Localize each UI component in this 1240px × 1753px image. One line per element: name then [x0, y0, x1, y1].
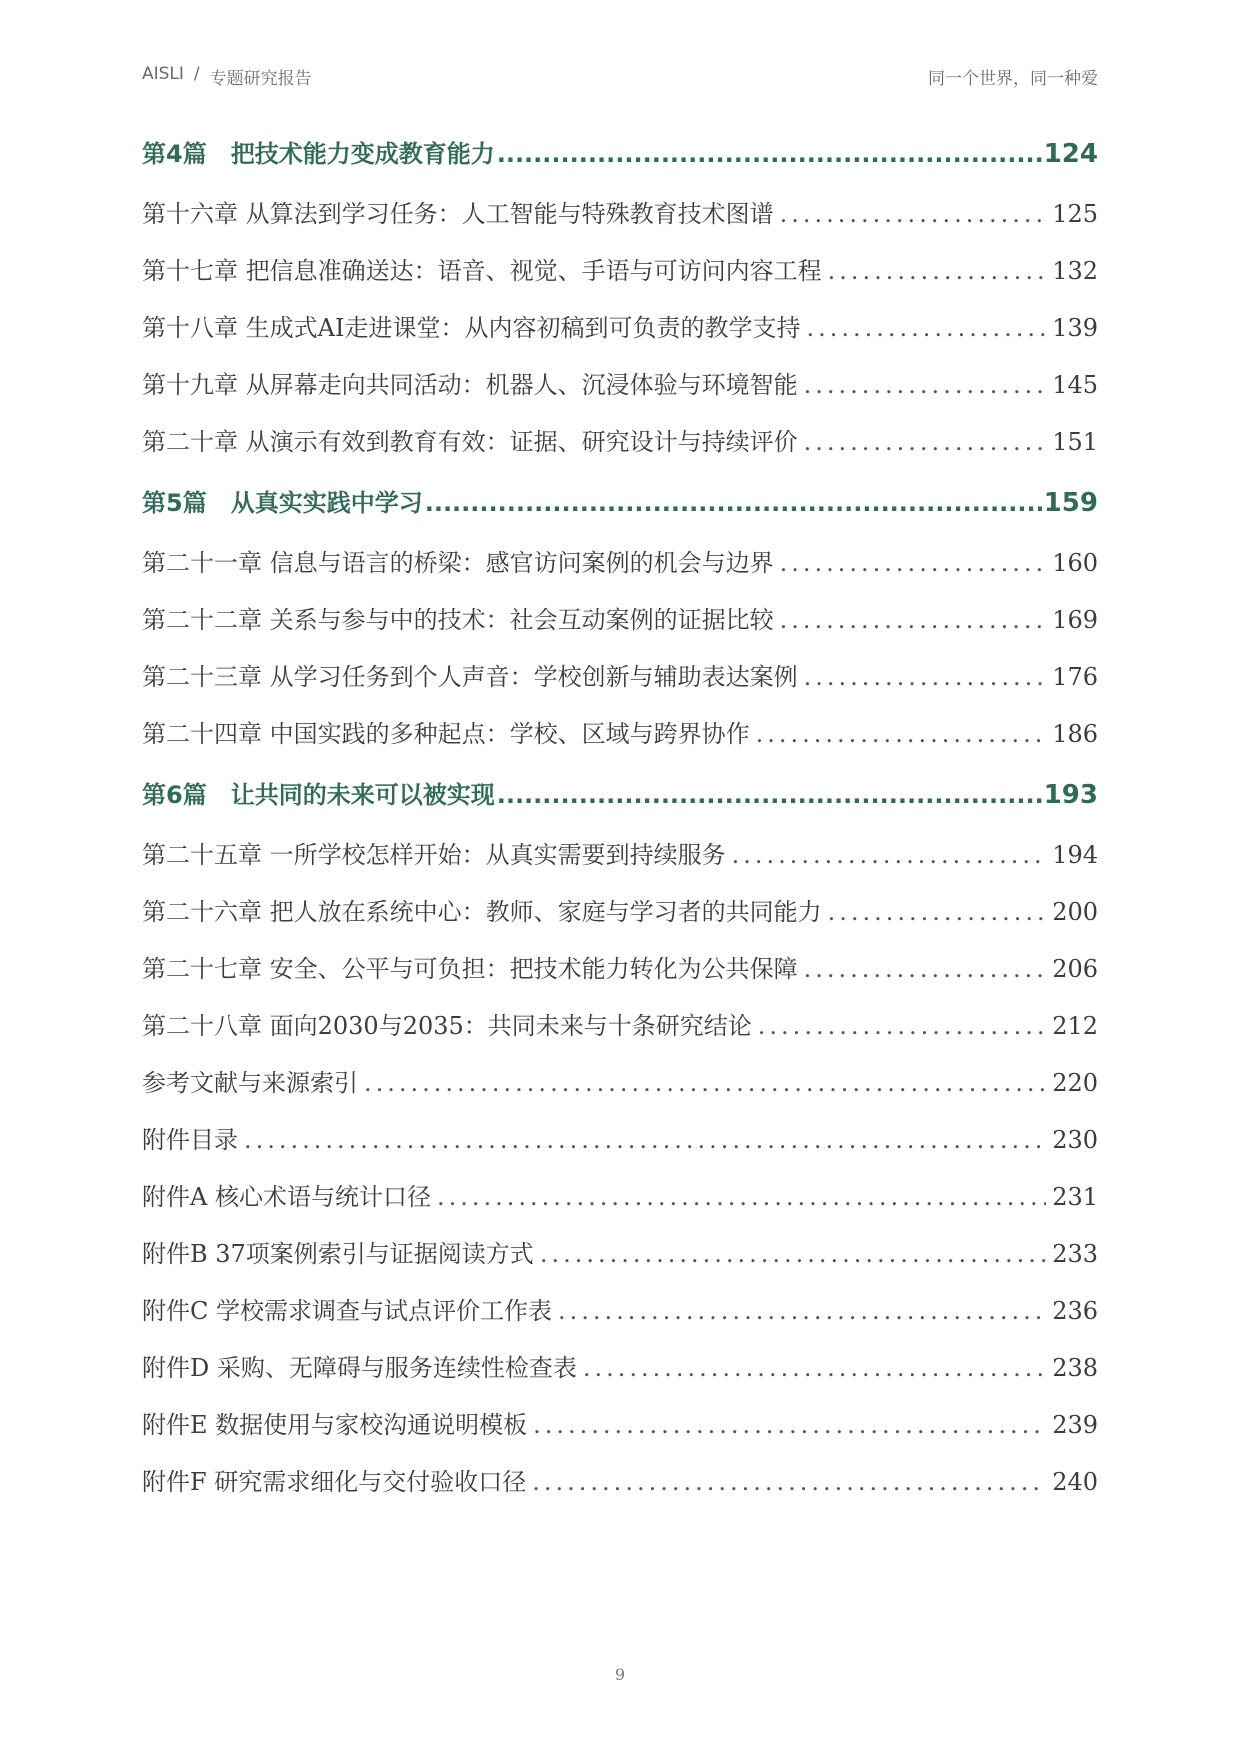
toc-dot-leader	[364, 1055, 1046, 1112]
toc-entry-page: 124	[1043, 139, 1098, 169]
page-header	[142, 58, 1098, 94]
toc-dot-leader	[497, 763, 1042, 827]
toc-entry-page: 200	[1052, 898, 1098, 926]
toc-dot-leader	[804, 649, 1047, 706]
toc-part-entry[interactable]	[142, 471, 1098, 535]
toc-entry-page: 206	[1052, 955, 1098, 983]
toc-entry-label: 附件A 核心术语与统计口径	[142, 1183, 431, 1211]
header-left	[142, 64, 312, 89]
toc-dot-leader	[583, 1340, 1046, 1397]
toc-chapter-entry[interactable]	[142, 998, 1098, 1055]
toc-entry-page: 212	[1052, 1012, 1098, 1040]
toc-dot-leader	[780, 535, 1047, 592]
toc-dot-leader	[540, 1226, 1046, 1283]
toc-entry-page: 194	[1052, 841, 1098, 869]
toc-entry-label: 第十九章 从屏幕走向共同活动：机器人、沉浸体验与环境智能	[142, 371, 798, 399]
toc-chapter-entry[interactable]	[142, 941, 1098, 998]
toc-entry-label: 第二十七章 安全、公平与可负担：把技术能力转化为公共保障	[142, 955, 798, 983]
toc-entry-page: 125	[1052, 200, 1098, 228]
toc-entry-label: 第6篇 让共同的未来可以被实现	[142, 781, 495, 809]
toc-dot-leader	[756, 706, 1047, 763]
toc-chapter-entry[interactable]	[142, 827, 1098, 884]
toc-entry-label: 第4篇 把技术能力变成教育能力	[142, 140, 495, 168]
toc-entry-label: 第十七章 把信息准确送达：语音、视觉、手语与可访问内容工程	[142, 257, 822, 285]
toc-entry-page: 169	[1052, 606, 1098, 634]
toc-dot-leader	[532, 1454, 1046, 1511]
toc-entry-page: 159	[1043, 488, 1098, 518]
toc-chapter-entry[interactable]	[142, 186, 1098, 243]
toc-entry-label: 附件F 研究需求细化与交付验收口径	[142, 1468, 527, 1496]
toc-chapter-entry[interactable]	[142, 1397, 1098, 1454]
toc-dot-leader	[497, 122, 1042, 186]
toc-entry-label: 第5篇 从真实实践中学习	[142, 489, 423, 517]
toc-entry-label: 第二十三章 从学习任务到个人声音：学校创新与辅助表达案例	[142, 663, 798, 691]
toc-entry-label: 第十八章 生成式AI走进课堂：从内容初稿到可负责的教学支持	[142, 314, 801, 342]
toc-entry-page: 160	[1052, 549, 1098, 577]
toc-chapter-entry[interactable]	[142, 1169, 1098, 1226]
toc-entry-label: 附件C 学校需求调查与试点评价工作表	[142, 1297, 552, 1325]
page-number: 9	[614, 1665, 626, 1684]
toc-entry-page: 239	[1052, 1411, 1098, 1439]
toc-entry-page: 240	[1052, 1468, 1098, 1496]
toc-part-entry[interactable]	[142, 122, 1098, 186]
toc-dot-leader	[758, 998, 1046, 1055]
toc-chapter-entry[interactable]	[142, 1340, 1098, 1397]
toc-chapter-entry[interactable]	[142, 1112, 1098, 1169]
toc-dot-leader	[804, 941, 1047, 998]
toc-chapter-entry[interactable]	[142, 1454, 1098, 1511]
toc-entry-page: 193	[1043, 780, 1098, 810]
toc-chapter-entry[interactable]	[142, 243, 1098, 300]
toc-entry-label: 第二十五章 一所学校怎样开始：从真实需要到持续服务	[142, 841, 726, 869]
toc-entry-page: 132	[1052, 257, 1098, 285]
toc-dot-leader	[425, 471, 1042, 535]
toc-dot-leader	[732, 827, 1047, 884]
toc-entry-label: 第二十章 从演示有效到教育有效：证据、研究设计与持续评价	[142, 428, 798, 456]
header-brand: AISLI	[142, 63, 184, 84]
table-of-contents	[142, 122, 1098, 1511]
toc-chapter-entry[interactable]	[142, 300, 1098, 357]
toc-chapter-entry[interactable]	[142, 414, 1098, 471]
toc-dot-leader	[533, 1397, 1046, 1454]
toc-dot-leader	[828, 243, 1047, 300]
toc-entry-label: 第二十六章 把人放在系统中心：教师、家庭与学习者的共同能力	[142, 898, 822, 926]
toc-entry-label: 附件D 采购、无障碍与服务连续性检查表	[142, 1354, 577, 1382]
toc-entry-label: 第十六章 从算法到学习任务：人工智能与特殊教育技术图谱	[142, 200, 774, 228]
header-separator: /	[193, 63, 200, 84]
toc-dot-leader	[558, 1283, 1046, 1340]
toc-dot-leader	[806, 300, 1046, 357]
toc-entry-label: 附件E 数据使用与家校沟通说明模板	[142, 1411, 528, 1439]
toc-entry-label: 参考文献与来源索引	[142, 1069, 358, 1097]
toc-part-entry[interactable]	[142, 763, 1098, 827]
toc-entry-page: 220	[1052, 1069, 1098, 1097]
toc-entry-label: 第二十八章 面向2030与2035：共同未来与十条研究结论	[142, 1012, 752, 1040]
toc-dot-leader	[437, 1169, 1046, 1226]
toc-dot-leader	[780, 186, 1047, 243]
toc-chapter-entry[interactable]	[142, 1055, 1098, 1112]
header-slogan: 同一个世界，同一种爱	[928, 68, 1098, 89]
toc-dot-leader	[828, 884, 1047, 941]
toc-dot-leader	[244, 1112, 1046, 1169]
toc-entry-label: 附件目录	[142, 1126, 238, 1154]
toc-chapter-entry[interactable]	[142, 706, 1098, 763]
toc-chapter-entry[interactable]	[142, 649, 1098, 706]
toc-dot-leader	[804, 357, 1047, 414]
toc-entry-page: 151	[1052, 428, 1098, 456]
toc-entry-page: 231	[1052, 1183, 1098, 1211]
toc-dot-leader	[780, 592, 1047, 649]
header-report-type: 专题研究报告	[209, 68, 312, 89]
toc-entry-page: 186	[1052, 720, 1098, 748]
toc-chapter-entry[interactable]	[142, 884, 1098, 941]
toc-entry-label: 第二十一章 信息与语言的桥梁：感官访问案例的机会与边界	[142, 549, 774, 577]
toc-chapter-entry[interactable]	[142, 535, 1098, 592]
toc-entry-label: 第二十四章 中国实践的多种起点：学校、区域与跨界协作	[142, 720, 750, 748]
toc-entry-page: 236	[1052, 1297, 1098, 1325]
toc-entry-page: 139	[1052, 314, 1098, 342]
toc-chapter-entry[interactable]	[142, 1226, 1098, 1283]
toc-chapter-entry[interactable]	[142, 1283, 1098, 1340]
toc-entry-label: 第二十二章 关系与参与中的技术：社会互动案例的证据比较	[142, 606, 774, 634]
toc-entry-page: 233	[1052, 1240, 1098, 1268]
toc-entry-label: 附件B 37项案例索引与证据阅读方式	[142, 1240, 534, 1268]
toc-chapter-entry[interactable]	[142, 357, 1098, 414]
toc-entry-page: 230	[1052, 1126, 1098, 1154]
toc-entry-page: 145	[1052, 371, 1098, 399]
toc-entry-page: 176	[1052, 663, 1098, 691]
toc-entry-page: 238	[1052, 1354, 1098, 1382]
toc-dot-leader	[804, 414, 1047, 471]
toc-chapter-entry[interactable]	[142, 592, 1098, 649]
